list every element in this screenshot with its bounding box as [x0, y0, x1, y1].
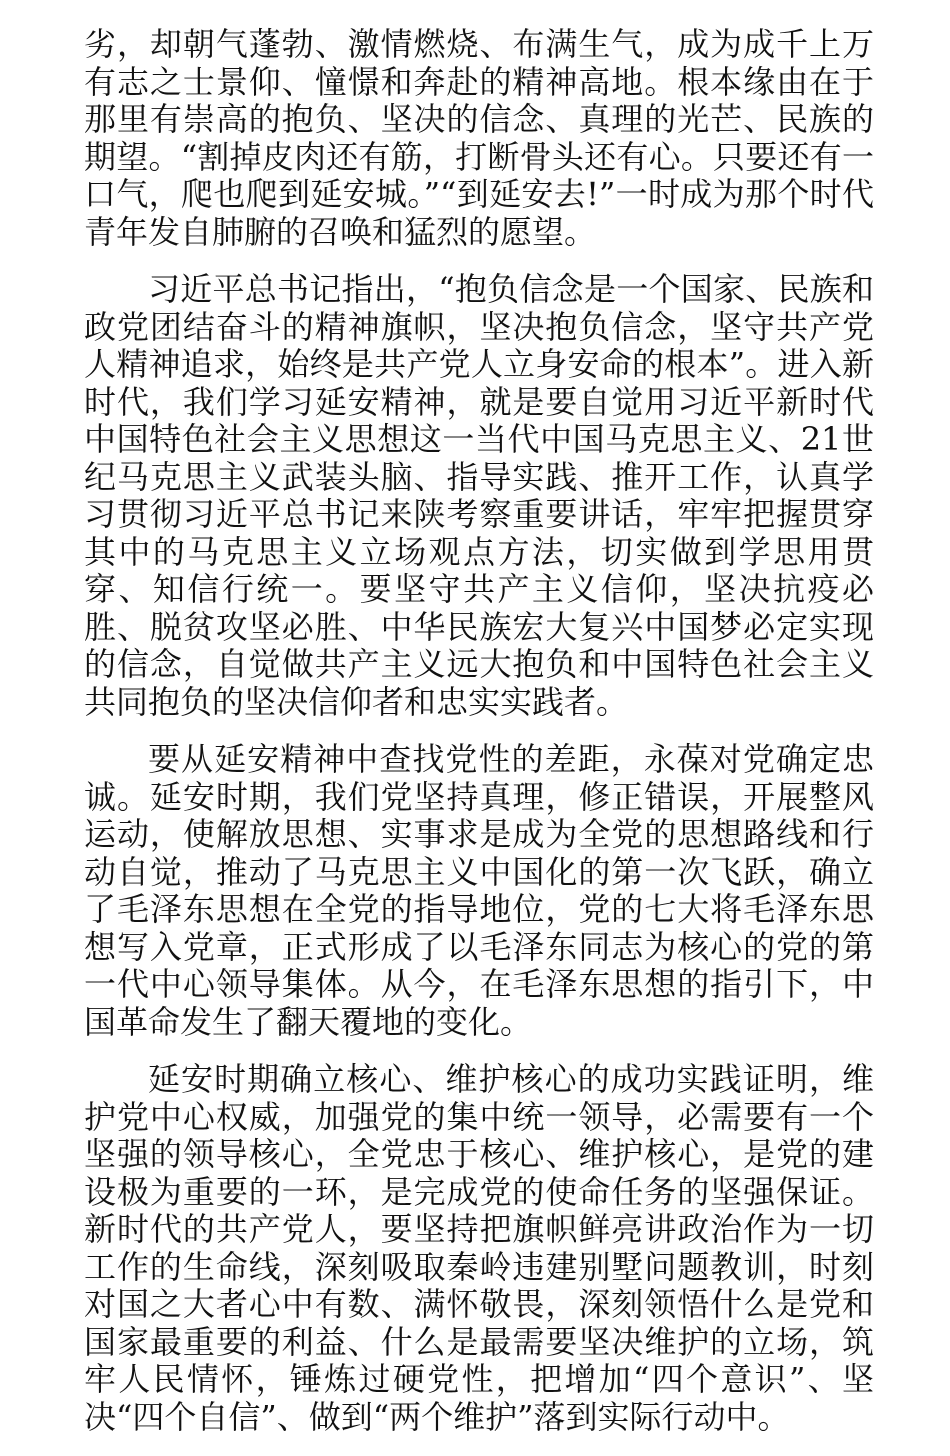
paragraph-4: 延安时期确立核心、维护核心的成功实践证明，维护党中心权威，加强党的集中统一领导，必需要有一个坚强的领导核心，全党忠于核心、维护核心，是党的建设极为重要的一环，是完成党的使命任务的坚强保证。新时代的共产党人，要坚持把旗帜鲜亮讲政治作为一切工作的生命线，深刻吸取秦岭违建别墅问题教训，时刻对国之大者心中有数、满怀敬畏，深刻领悟什么是党和国家最重要的利益、什么是最需要坚决维护的立场，筑牢人民情怀，锤炼过硬党性，把增加“四个意识”、坚决“四个自信”、做到“两个维护”落到实际行动中。	[84, 1060, 874, 1436]
paragraph-2: 习近平总书记指出，“抱负信念是一个国家、民族和政党团结奋斗的精神旗帜，坚决抱负信念，坚守共产党人精神追求，始终是共产党人立身安命的根本”。进入新时代，我们学习延安精神，就是要自觉用习近平新时代中国特色社会主义思想这一当代中国马克思主义、21世纪马克思主义武装头脑、指导实践、推开工作，认真学习贯彻习近平总书记来陕考察重要讲话，牢牢把握贯穿其中的马克思主义立场观点方法，切实做到学思用贯穿、知信行统一。要坚守共产主义信仰，坚决抗疫必胜、脱贫攻坚必胜、中华民族宏大复兴中国梦必定实现的信念，自觉做共产主义远大抱负和中国特色社会主义共同抱负的坚决信仰者和忠实实践者。	[84, 270, 874, 721]
paragraph-3: 要从延安精神中查找党性的差距，永葆对党确定忠诚。延安时期，我们党坚持真理，修正错误，开展整风运动，使解放思想、实事求是成为全党的思想路线和行动自觉，推动了马克思主义中国化的第一次飞跃，确立了毛泽东思想在全党的指导地位，党的七大将毛泽东思想写入党章，正式形成了以毛泽东同志为核心的党的第一代中心领导集体。从今，在毛泽东思想的指引下，中国革命发生了翻天覆地的变化。	[84, 740, 874, 1041]
paragraph-1: 劣，却朝气蓬勃、激情燃烧、布满生气，成为成千上万有志之士景仰、憧憬和奔赴的精神高地。根本缘由在于那里有崇高的抱负、坚决的信念、真理的光芒、民族的期望。“割掉皮肉还有筋，打断骨头还有心。只要还有一口气，爬也爬到延安城。”“到延安去!”一时成为那个时代青年发自肺腑的召唤和猛烈的愿望。	[84, 25, 874, 251]
document-page	[84, 26, 874, 1456]
